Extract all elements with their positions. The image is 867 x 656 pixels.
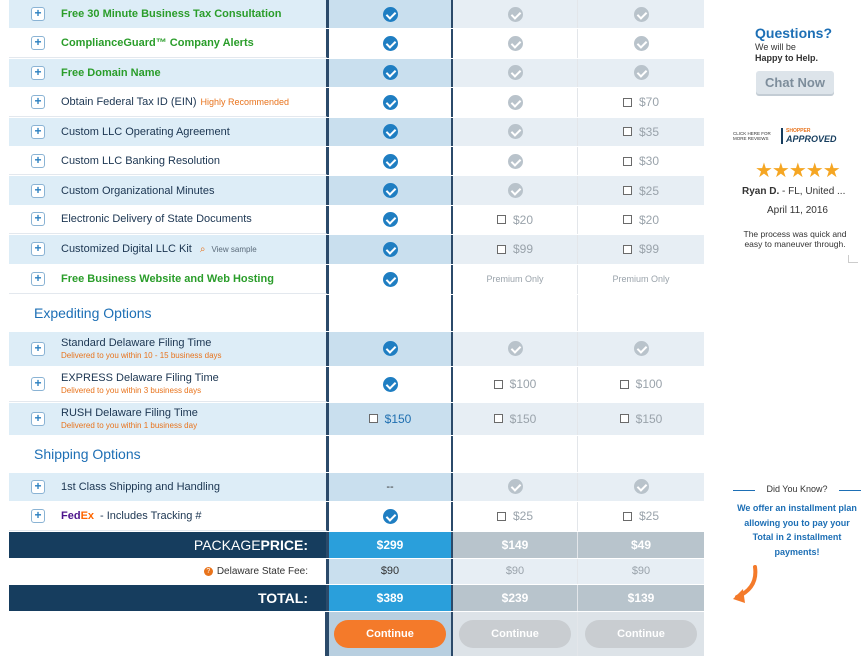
feature-label: 1st Class Shipping and Handling (61, 480, 220, 493)
section-header (9, 295, 704, 332)
expand-plus-icon[interactable]: + (31, 36, 45, 50)
plan-cell (578, 88, 704, 116)
plan-cell (453, 332, 578, 367)
feature-line (61, 37, 254, 49)
plan-cell (327, 295, 453, 331)
total-label-cell (9, 585, 327, 611)
table-row (9, 147, 704, 176)
plan-cell (327, 332, 453, 367)
check-icon (508, 36, 523, 51)
button-cell (578, 612, 704, 656)
review-text: The process was quick and easy to maneuver through. (743, 229, 847, 249)
price-value: $90 (505, 565, 525, 578)
reviewer-location: - FL, United ... (779, 186, 846, 197)
plan-total-cell (327, 532, 453, 558)
feature-cell (9, 473, 327, 502)
feature-label: EXPRESS Delaware Filing Time (61, 372, 219, 385)
option-price: $70 (638, 95, 660, 110)
option-checkbox[interactable] (623, 512, 632, 521)
feature-text (61, 8, 281, 20)
feature-label: Custom LLC Operating Agreement (61, 125, 230, 138)
plan-cell (578, 473, 704, 502)
feature-cell (9, 206, 327, 234)
feature-line (61, 337, 222, 349)
expand-plus-icon[interactable]: + (31, 377, 45, 391)
option-checkbox[interactable] (497, 512, 506, 521)
option-checkbox[interactable] (623, 186, 632, 195)
delivery-note: Delivered to you within 1 business day (61, 421, 198, 431)
plan-cell (453, 0, 578, 28)
state-fee-row (9, 559, 704, 585)
continue-button[interactable]: Continue (585, 620, 697, 648)
feature-cell (9, 403, 327, 435)
rating-stars-icon: ★★★★★ (755, 160, 840, 182)
plan-cell (327, 0, 453, 28)
questions-heading: Questions? (755, 25, 833, 41)
table-row (9, 367, 704, 403)
plan-cell (327, 118, 453, 146)
feature-text (61, 185, 214, 197)
plan-cell (453, 59, 578, 87)
did-you-know-heading: Did You Know? (733, 484, 861, 494)
empty-cell (9, 612, 327, 656)
expand-plus-icon[interactable]: + (31, 412, 45, 426)
plan-cell (453, 118, 578, 146)
installment-info: We offer an installment plan allowing you to pay your Total in 2 installment payments! (737, 503, 857, 557)
plan-cell (453, 295, 578, 331)
check-icon (508, 7, 523, 22)
state-fee-label: Delaware State Fee: (216, 565, 308, 577)
option-checkbox[interactable] (623, 157, 632, 166)
expand-plus-icon[interactable]: + (31, 66, 45, 80)
plan-cell (453, 147, 578, 175)
delivery-note: Delivered to you within 3 business days (61, 386, 202, 396)
plan-cell (578, 332, 704, 367)
feature-line (61, 243, 257, 255)
check-icon (508, 341, 523, 356)
feature-cell (9, 265, 327, 294)
feature-text (61, 510, 202, 522)
plan-cell (453, 176, 578, 204)
feature-line (61, 407, 198, 419)
plan-cell (578, 403, 704, 435)
feature-text (61, 337, 222, 360)
table-row (9, 176, 704, 205)
feature-text (61, 372, 219, 395)
check-icon (508, 124, 523, 139)
package-price-row (9, 532, 704, 559)
check-icon (634, 479, 649, 494)
feature-label: Free Business Website and Web Hosting (61, 272, 274, 285)
plan-cell (327, 403, 453, 435)
option-price: $25 (638, 509, 660, 524)
reviewer (742, 186, 862, 197)
check-icon (383, 124, 398, 139)
plan-cell (453, 403, 578, 435)
more-reviews-text: CLICK HERE FOR MORE REVIEWS (733, 131, 771, 141)
plan-cell (327, 206, 453, 234)
fedex-fed-text: Fed (61, 509, 81, 522)
feature-line (61, 126, 230, 138)
fedex-logo-icon (61, 510, 94, 522)
plan-cell (327, 59, 453, 87)
option-price: $100 (635, 377, 663, 392)
table-row (9, 265, 704, 295)
feature-text (61, 213, 252, 225)
feature-line (61, 155, 220, 167)
feature-text (61, 407, 198, 430)
option-checkbox[interactable] (623, 98, 632, 107)
expand-plus-icon[interactable]: + (31, 7, 45, 21)
plan-cell (327, 29, 453, 57)
option-price: $150 (509, 411, 537, 426)
expand-plus-icon[interactable]: + (31, 184, 45, 198)
feature-label: Custom LLC Banking Resolution (61, 154, 220, 167)
feature-text (61, 96, 289, 108)
table-row (9, 473, 704, 503)
fedex-ex-text: Ex (80, 509, 95, 522)
feature-cell (9, 176, 327, 204)
feature-text (61, 67, 161, 79)
plan-cell (578, 206, 704, 234)
view-sample-link[interactable]: View sample (211, 245, 257, 255)
price-value: $139 (627, 590, 655, 605)
feature-text (61, 273, 274, 285)
plan-cell (453, 88, 578, 116)
plan-cell (327, 235, 453, 263)
plan-cell (453, 502, 578, 531)
feature-text (61, 481, 220, 493)
section-title: Shipping Options (34, 445, 141, 462)
help-text (755, 42, 818, 64)
shopper-approved-logo (781, 128, 837, 144)
plan-total-cell (327, 559, 453, 584)
plan-cell (578, 295, 704, 331)
button-cell (327, 612, 453, 656)
check-icon (383, 183, 398, 198)
option-price: $99 (512, 242, 534, 257)
table-row (9, 118, 704, 147)
plan-total-cell (453, 585, 578, 611)
plan-total-cell (453, 559, 578, 584)
feature-line (61, 273, 274, 285)
option-checkbox[interactable] (620, 380, 629, 389)
curved-arrow-icon (729, 565, 761, 605)
plan-cell (327, 88, 453, 116)
option-price: $25 (638, 183, 660, 198)
expand-plus-icon[interactable]: + (31, 154, 45, 168)
button-cell (453, 612, 578, 656)
option-price: $30 (638, 154, 660, 169)
package-price-label-a: PACKAGE (193, 536, 261, 553)
check-icon (383, 212, 398, 227)
table-row (9, 235, 704, 264)
plan-cell (453, 367, 578, 402)
price-value: $149 (501, 537, 529, 552)
table-row (9, 29, 704, 58)
price-value: $239 (501, 590, 529, 605)
we-will-be-text: We will be (755, 42, 796, 52)
plan-total-cell (578, 585, 704, 611)
check-icon (508, 95, 523, 110)
option-price: $150 (635, 411, 663, 426)
plan-total-cell (327, 585, 453, 611)
option-checkbox[interactable] (494, 414, 503, 423)
feature-line (61, 510, 202, 522)
plan-cell (453, 206, 578, 234)
delivery-note: Delivered to you within 10 - 15 business days (61, 351, 222, 361)
plan-cell (327, 473, 453, 502)
feature-cell (9, 332, 327, 367)
expand-plus-icon[interactable]: + (31, 242, 45, 256)
happy-to-help-text: Happy to Help. (755, 53, 819, 63)
option-price: $35 (638, 124, 660, 139)
plan-cell (453, 235, 578, 263)
plan-cell (578, 436, 704, 472)
option-price: $20 (638, 212, 660, 227)
table-row (9, 59, 704, 88)
check-icon (383, 377, 398, 392)
premium-only-text: Premium Only (612, 274, 670, 285)
option-checkbox[interactable] (623, 215, 632, 224)
plan-cell (327, 436, 453, 472)
feature-line (61, 213, 252, 225)
check-icon (383, 95, 398, 110)
check-icon (508, 479, 523, 494)
check-icon (508, 154, 523, 169)
feature-line (61, 8, 281, 20)
table-row (9, 502, 704, 532)
feature-label: RUSH Delaware Filing Time (61, 407, 198, 420)
plan-cell (327, 502, 453, 531)
total-label-cell (9, 559, 327, 584)
section-header (9, 436, 704, 473)
plan-total-cell (578, 559, 704, 584)
plan-cell (327, 367, 453, 402)
expand-plus-icon[interactable]: + (31, 212, 45, 226)
continue-button[interactable]: Continue (334, 620, 446, 648)
package-price-label-b: PRICE: (260, 536, 308, 553)
feature-label: Custom Organizational Minutes (61, 184, 215, 197)
option-checkbox[interactable] (497, 245, 506, 254)
check-icon (383, 154, 398, 169)
feature-label: Standard Delaware Filing Time (61, 337, 212, 350)
plan-cell (578, 29, 704, 57)
table-row (9, 0, 704, 29)
plan-cell (327, 147, 453, 175)
total-label-cell (9, 532, 327, 558)
section-title-cell (9, 436, 327, 472)
option-checkbox[interactable] (620, 414, 629, 423)
check-icon (634, 65, 649, 80)
plan-cell (453, 265, 578, 294)
feature-label: Free 30 Minute Business Tax Consultation (61, 8, 282, 21)
price-value: $389 (376, 590, 404, 605)
feature-cell (9, 88, 327, 116)
feature-label: Customized Digital LLC Kit (61, 243, 192, 256)
price-value: $90 (380, 565, 400, 578)
premium-only-text: Premium Only (486, 274, 544, 285)
divider (848, 255, 858, 263)
feature-line (61, 372, 219, 384)
check-icon (383, 242, 398, 257)
plan-cell (453, 473, 578, 502)
plan-cell (578, 0, 704, 28)
plan-cell (453, 29, 578, 57)
option-checkbox[interactable] (623, 127, 632, 136)
plan-cell (453, 436, 578, 472)
feature-cell (9, 0, 327, 28)
continue-row (9, 612, 704, 656)
continue-button[interactable]: Continue (459, 620, 571, 648)
info-icon[interactable]: ? (204, 567, 213, 576)
plan-cell (327, 176, 453, 204)
check-icon (383, 509, 398, 524)
price-value: $299 (376, 537, 404, 552)
section-title: Expediting Options (34, 304, 152, 321)
feature-cell (9, 367, 327, 402)
plan-cell (578, 176, 704, 204)
price-value: $49 (630, 537, 652, 552)
feature-line (61, 67, 161, 79)
reviewer-name: Ryan D. (742, 186, 780, 197)
feature-cell (9, 502, 327, 531)
check-icon (634, 341, 649, 356)
check-icon (383, 36, 398, 51)
check-icon (634, 36, 649, 51)
review-date: April 11, 2016 (767, 205, 828, 216)
option-price: $100 (509, 377, 537, 392)
plan-cell (578, 147, 704, 175)
feature-label: ComplianceGuard™ Company Alerts (61, 37, 254, 50)
expand-plus-icon[interactable]: + (31, 125, 45, 139)
option-checkbox[interactable] (497, 215, 506, 224)
feature-label: Free Domain Name (61, 66, 161, 79)
expand-plus-icon[interactable]: + (31, 272, 45, 286)
feature-line (61, 481, 220, 493)
check-icon (383, 341, 398, 356)
shopper-approved-badge[interactable] (733, 128, 837, 144)
table-row (9, 88, 704, 117)
option-price: $20 (512, 212, 534, 227)
feature-text (61, 155, 220, 167)
option-checkbox[interactable] (369, 414, 378, 423)
plan-total-cell (578, 532, 704, 558)
option-price: $150 (384, 411, 412, 426)
expand-plus-icon[interactable]: + (31, 342, 45, 356)
expand-plus-icon[interactable]: + (31, 95, 45, 109)
option-price: $25 (512, 509, 534, 524)
pricing-table (9, 0, 704, 656)
check-icon (383, 65, 398, 80)
plan-cell (578, 118, 704, 146)
check-icon (383, 272, 398, 287)
option-checkbox[interactable] (494, 380, 503, 389)
check-icon (508, 65, 523, 80)
shopper-text: SHOPPER (786, 128, 811, 134)
magnifier-icon: ⌕ (199, 244, 206, 256)
plan-total-cell (453, 532, 578, 558)
total-row (9, 585, 704, 612)
table-row (9, 206, 704, 235)
feature-cell (9, 29, 327, 57)
plan-cell (578, 265, 704, 294)
chat-now-button[interactable]: Chat Now (756, 71, 834, 94)
plan-cell (578, 235, 704, 263)
expand-plus-icon[interactable]: + (31, 509, 45, 523)
table-row (9, 332, 704, 368)
feature-label: - Includes Tracking # (100, 509, 202, 522)
check-icon (508, 183, 523, 198)
feature-line (61, 96, 289, 108)
feature-line (61, 185, 214, 197)
feature-cell (9, 235, 327, 263)
check-icon (634, 7, 649, 22)
recommended-badge: Highly Recommended (200, 96, 290, 107)
not-applicable-text: -- (386, 480, 394, 493)
option-checkbox[interactable] (623, 245, 632, 254)
plan-cell (327, 265, 453, 294)
feature-text (61, 37, 254, 49)
feature-text (61, 126, 230, 138)
feature-cell (9, 59, 327, 87)
option-price: $99 (638, 242, 660, 257)
feature-label: Electronic Delivery of State Documents (61, 213, 252, 226)
total-label: TOTAL: (257, 589, 308, 606)
table-row (9, 403, 704, 436)
feature-cell (9, 118, 327, 146)
check-icon (383, 7, 398, 22)
plan-cell (578, 502, 704, 531)
feature-cell (9, 147, 327, 175)
feature-label: Obtain Federal Tax ID (EIN) (61, 95, 197, 108)
section-title-cell (9, 295, 327, 331)
expand-plus-icon[interactable]: + (31, 480, 45, 494)
plan-cell (578, 59, 704, 87)
feature-text (61, 243, 257, 255)
sidebar (715, 0, 867, 656)
price-value: $90 (631, 565, 651, 578)
plan-cell (578, 367, 704, 402)
approved-text: APPROVED (786, 134, 837, 144)
